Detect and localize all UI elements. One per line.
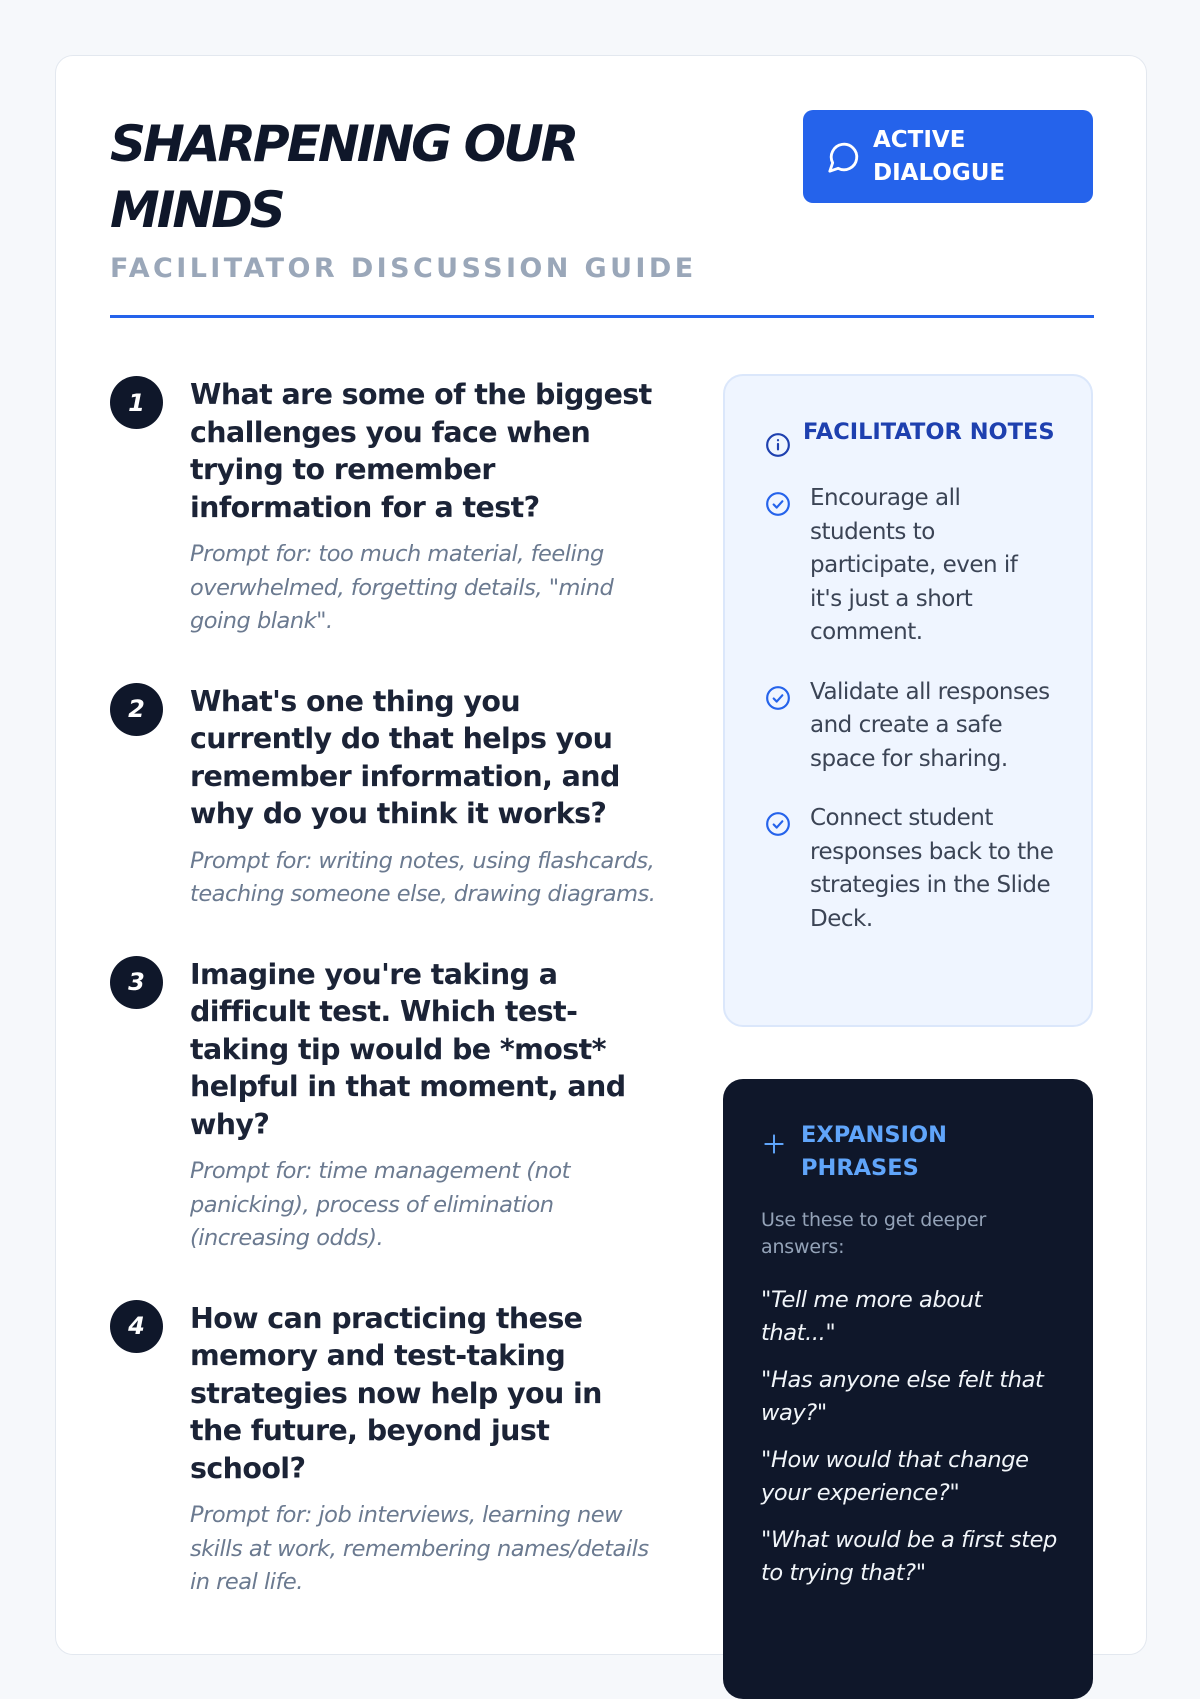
phrase-item: "Tell me more about that..." [761, 1287, 982, 1346]
question-text: Imagine you're taking a difficult test. Which test-taking tip would be *most* helpful in that moment, and why? [190, 957, 626, 1141]
chat-bubble-icon [827, 140, 861, 174]
facilitator-notes-title: FACILITATOR NOTES [803, 419, 1055, 445]
check-circle-icon [765, 811, 791, 837]
plus-icon [761, 1131, 787, 1157]
check-circle-icon [765, 685, 791, 711]
header-divider [110, 315, 1094, 318]
question-item-1 [110, 376, 660, 639]
active-dialogue-badge [803, 110, 1093, 203]
expansion-phrases-header [761, 1119, 1057, 1185]
question-text: What are some of the biggest challenges you face when trying to remember information for a test? [190, 378, 652, 524]
question-number: 4 [110, 1300, 163, 1353]
info-icon [765, 432, 791, 458]
expansion-phrases-panel [723, 1079, 1093, 1699]
phrase-item: "What would be a first step to trying that?" [761, 1527, 1057, 1586]
guide-card [55, 55, 1147, 1655]
question-text: How can practicing these memory and test-taking strategies now help you in the future, beyond just school? [190, 1301, 602, 1485]
facilitator-notes-header [765, 416, 1055, 458]
question-item-4 [110, 1300, 660, 1600]
facilitator-notes-panel [723, 374, 1093, 1027]
question-text: What's one thing you currently do that helps you remember information, and why do you think it works? [190, 684, 620, 830]
question-prompt: Prompt for: too much material, feeling overwhelmed, forgetting details, "mind going blank". [190, 541, 614, 634]
facilitator-notes-list [765, 482, 1055, 936]
note-text: Encourage all students to participate, even if it's just a short comment. [810, 485, 1018, 645]
question-prompt: Prompt for: job interviews, learning new skills at work, remembering names/details in real life. [190, 1502, 649, 1595]
question-prompt: Prompt for: time management (not panicking), process of elimination (increasing odds). [190, 1158, 570, 1251]
question-list [110, 376, 660, 1644]
page-subtitle: FACILITATOR DISCUSSION GUIDE [110, 253, 697, 284]
badge-label: ACTIVE DIALOGUE [873, 126, 1006, 186]
question-number: 2 [110, 683, 163, 736]
phrase-item: "How would that change your experience?" [761, 1447, 1029, 1506]
question-item-2 [110, 683, 660, 912]
question-number: 3 [110, 956, 163, 1009]
question-prompt: Prompt for: writing notes, using flashcards, teaching someone else, drawing diagrams. [190, 847, 656, 907]
question-item-3 [110, 956, 660, 1256]
expansion-phrases-title: EXPANSION PHRASES [801, 1122, 947, 1181]
page-title: SHARPENING OUR MINDS [110, 115, 577, 239]
note-text: Validate all responses and create a safe space for sharing. [810, 678, 1050, 772]
phrase-item: "Has anyone else felt that way?" [761, 1367, 1044, 1426]
expansion-phrases-subtitle: Use these to get deeper answers: [761, 1209, 987, 1258]
check-circle-icon [765, 491, 791, 517]
question-number: 1 [110, 376, 163, 429]
note-item [765, 802, 1055, 936]
note-item [765, 676, 1055, 777]
phrase-list [761, 1284, 1057, 1590]
note-text: Connect student responses back to the strategies in the Slide Deck. [810, 805, 1054, 932]
note-item [765, 482, 1055, 650]
